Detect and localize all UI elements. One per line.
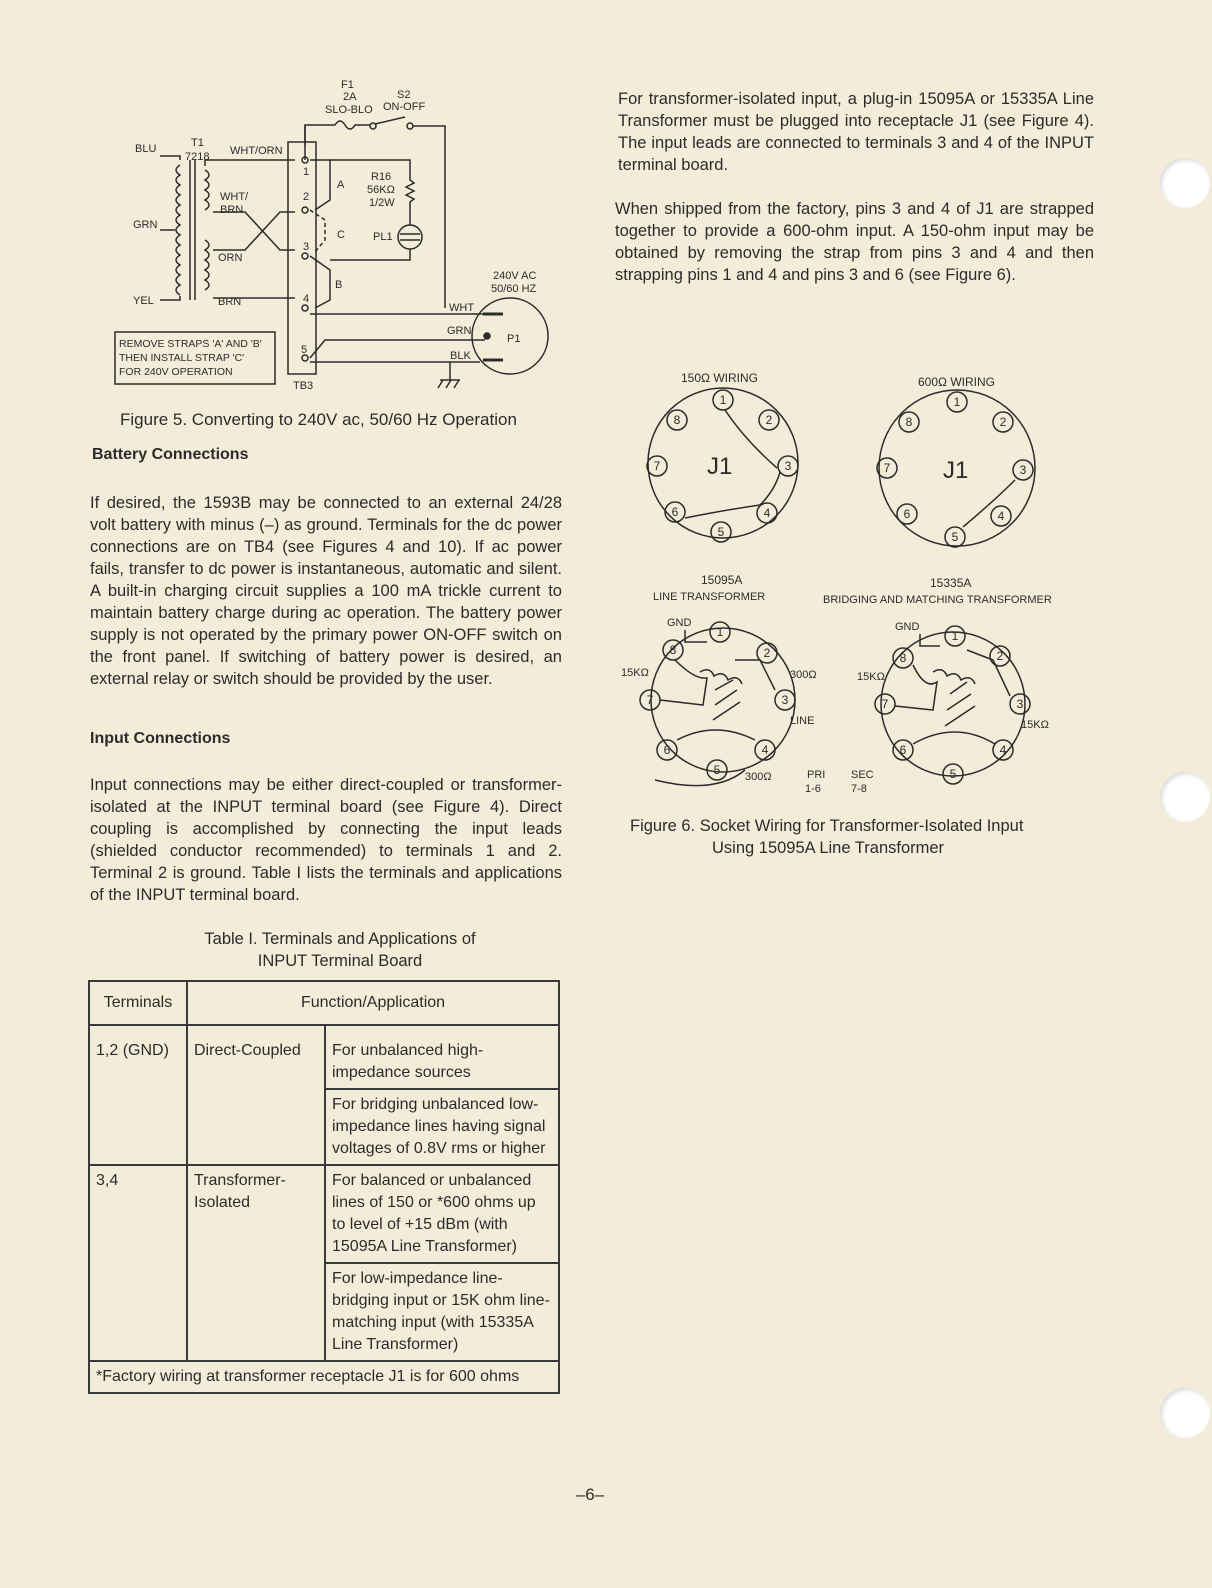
tb3-pin2: 2	[303, 191, 310, 203]
row1-app2: For bridging unbalanced low-impedance lines having signal voltages of 0.8V rms or higher	[325, 1089, 559, 1165]
brn2-label: BRN	[218, 296, 242, 308]
pin-3-15095: 3	[781, 693, 789, 707]
row2-app1: For balanced or unbalanced lines of 150 or *600 ohms up to level of +15 dBm (with 15095A Line Transformer)	[325, 1165, 559, 1263]
note-line3: FOR 240V OPERATION	[119, 366, 233, 378]
pin-2-15095: 2	[763, 646, 771, 660]
r15k-label-b1: 15KΩ	[857, 671, 885, 683]
r15k-label-b2: 15KΩ	[1021, 719, 1049, 731]
sec-pins: 7-8	[851, 783, 867, 795]
strap-c: C	[337, 229, 345, 241]
r16-value: 56KΩ	[367, 184, 395, 196]
table-header-row	[89, 981, 559, 1025]
pin-6-15095: 6	[663, 743, 671, 757]
pin-4-15095: 4	[761, 743, 769, 757]
table-row	[89, 1025, 559, 1089]
figure6-caption-line2: Using 15095A Line Transformer	[712, 839, 945, 857]
t15095-desc: LINE TRANSFORMER	[653, 591, 766, 603]
sec-label: SEC	[851, 769, 874, 781]
row2-terminals: 3,4	[89, 1165, 187, 1361]
punch-hole-middle	[1160, 772, 1210, 822]
pin-5-15095: 5	[713, 763, 721, 777]
punch-hole-bottom	[1160, 1388, 1210, 1438]
tb3-pin3: 3	[303, 241, 310, 253]
row1-terminals: 1,2 (GND)	[89, 1025, 187, 1165]
input-heading: Input Connections	[90, 730, 231, 747]
wht-orn-label: WHT/ORN	[230, 145, 283, 157]
t1-num: 7218	[185, 151, 210, 163]
s2-label: S2	[397, 89, 411, 101]
p1-label: P1	[507, 333, 521, 345]
pin-4-600: 4	[997, 509, 1005, 523]
pin-1-15095: 1	[716, 625, 724, 639]
yel-label: YEL	[133, 295, 154, 307]
pin-4-150: 4	[763, 506, 771, 520]
pin-6-15335: 6	[899, 743, 907, 757]
figure6-socket-wiring	[615, 360, 1095, 810]
strap-a: A	[337, 179, 345, 191]
pin-6-600: 6	[903, 507, 911, 521]
grn-label: GRN	[133, 219, 158, 231]
pin-4-15335: 4	[999, 743, 1007, 757]
pin-8-15335: 8	[899, 651, 907, 665]
pin-8-150: 8	[673, 413, 681, 427]
figure6-caption-line1: Figure 6. Socket Wiring for Transformer-Isolated Input	[630, 817, 1024, 835]
r15k-label-a: 15KΩ	[621, 667, 649, 679]
pin-8-15095: 8	[669, 643, 677, 657]
table-caption	[160, 928, 520, 972]
f1-label: F1	[341, 79, 354, 91]
r300-label-a2: 300Ω	[745, 771, 772, 783]
label-150-wiring: 150Ω WIRING	[681, 371, 758, 385]
grn-wire: GRN	[447, 325, 472, 337]
pin-6-150: 6	[671, 505, 679, 519]
j1-label-150: J1	[707, 453, 733, 480]
pri-pins: 1-6	[805, 783, 821, 795]
pin-5-15335: 5	[949, 767, 957, 781]
figure5-schematic	[105, 70, 565, 400]
tb3-pin4: 4	[303, 293, 310, 305]
header-terminals: Terminals	[89, 981, 187, 1025]
r300-label-a1: 300Ω	[790, 669, 817, 681]
pin-5-150: 5	[717, 525, 725, 539]
pin-8-600: 8	[905, 415, 913, 429]
tb3-pin1: 1	[303, 166, 310, 178]
row2-app2: For low-impedance line-bridging input or 15K ohm line-matching input (with 15335A Line Transformer)	[325, 1263, 559, 1361]
page-number: –6–	[575, 1485, 605, 1504]
orn-label: ORN	[218, 252, 243, 264]
row1-app1: For unbalanced high-impedance sources	[325, 1025, 559, 1089]
battery-paragraph: If desired, the 1593B may be connected to an external 24/28 volt battery with minus (–) as ground. Terminals for the dc power connections are on TB4 (see Figures 4 and 10). If ac power fails, transfer to dc power is instantaneous, automatic and silent. A built-in charging circuit supplies a 100 mA trickle current to maintain battery charge during ac operation. The battery power supply is not operated by the primary power ON-OFF switch on the front panel. If switching of battery power is desired, an external relay or switch should be provided by the user.	[90, 494, 562, 688]
strap-b: B	[335, 279, 343, 291]
ac-freq: 50/60 HZ	[491, 283, 537, 295]
input-paragraph: Input connections may be either direct-coupled or transformer-isolated at the INPUT terminal board (see Figure 4). Direct coupling is accomplished by connecting the input leads (shielded conductor recommended) to terminals 1 and 2. Terminal 2 is ground. Table I lists the terminals and applications of the INPUT terminal board.	[90, 776, 562, 904]
pri-label: PRI	[807, 769, 826, 781]
battery-heading: Battery Connections	[92, 446, 249, 463]
pl1-label: PL1	[373, 231, 393, 243]
r16-watt: 1/2W	[369, 197, 395, 209]
ac-volt: 240V AC	[493, 270, 537, 282]
pin-1-600: 1	[953, 395, 961, 409]
terminals-table	[88, 980, 560, 1394]
note-line1: REMOVE STRAPS 'A' AND 'B'	[119, 338, 262, 350]
wht-wire: WHT	[449, 302, 475, 314]
gnd-label-b: GND	[895, 621, 920, 633]
figure6-caption	[630, 815, 1090, 859]
punch-hole-top	[1160, 158, 1210, 208]
right-paragraph-1: For transformer-isolated input, a plug-in 15095A or 15335A Line Transformer must be plugged into receptacle J1 (see Figure 4). The input leads are connected to terminals 3 and 4 of the INPUT terminal board.	[618, 90, 1094, 174]
pin-7-600: 7	[883, 461, 891, 475]
table-footnote-row	[89, 1361, 559, 1393]
pin-3-600: 3	[1019, 463, 1027, 477]
header-function: Function/Application	[187, 981, 559, 1025]
f1-type: SLO-BLO	[325, 104, 373, 116]
pin-2-150: 2	[765, 413, 773, 427]
r16-label: R16	[371, 171, 392, 183]
pin-7-15335: 7	[881, 697, 889, 711]
note-line2: THEN INSTALL STRAP 'C'	[119, 352, 245, 364]
f1-rating: 2A	[343, 91, 357, 103]
t15335-label: 15335A	[930, 576, 972, 590]
row1-type: Direct-Coupled	[187, 1025, 325, 1165]
tb3-pin5: 5	[301, 344, 308, 356]
brn-label: BRN	[220, 204, 244, 216]
table-caption-line1: Table I. Terminals and Applications of	[204, 930, 476, 948]
pin-7-150: 7	[653, 459, 661, 473]
wht-brn-label: WHT/	[220, 191, 249, 203]
pin-7-15095: 7	[646, 693, 654, 707]
label-600-wiring: 600Ω WIRING	[918, 375, 995, 389]
blk-wire: BLK	[450, 350, 471, 362]
pin-3-150: 3	[784, 459, 792, 473]
pin-2-15335: 2	[996, 649, 1004, 663]
pin-5-600: 5	[951, 530, 959, 544]
pin-1-150: 1	[719, 393, 727, 407]
pin-3-15335: 3	[1016, 697, 1024, 711]
right-paragraph-2: When shipped from the factory, pins 3 and 4 of J1 are strapped together to provide a 600-ohm input. A 150-ohm input may be obtained by removing the strap from pins 3 and 4 and then strapping pins 1 and 4 and pins 3 and 6 (see Figure 6).	[615, 200, 1094, 284]
t15095-label: 15095A	[701, 573, 743, 587]
row2-type: Transformer-Isolated	[187, 1165, 325, 1361]
t1-label: T1	[191, 137, 204, 149]
blu-label: BLU	[135, 143, 157, 155]
s2-name: ON-OFF	[383, 101, 426, 113]
table-row	[89, 1165, 559, 1263]
t15335-desc: BRIDGING AND MATCHING TRANSFORMER	[823, 594, 1052, 606]
figure5-caption: Figure 5. Converting to 240V ac, 50/60 Hz Operation	[120, 410, 517, 429]
gnd-label-a: GND	[667, 617, 692, 629]
line-label-a: LINE	[790, 715, 815, 727]
table-footnote: *Factory wiring at transformer receptacle J1 is for 600 ohms	[89, 1361, 559, 1393]
j1-label-600: J1	[943, 457, 969, 484]
table-caption-line2: INPUT Terminal Board	[257, 952, 423, 970]
pin-2-600: 2	[999, 415, 1007, 429]
tb3-label: TB3	[293, 380, 314, 392]
pin-1-15335: 1	[951, 629, 959, 643]
